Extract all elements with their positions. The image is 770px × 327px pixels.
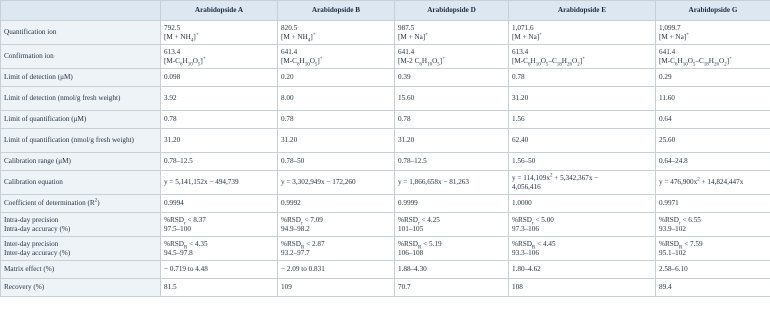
table-cell: [509, 69, 656, 87]
table-body: [1, 21, 770, 297]
table-cell: [395, 21, 509, 45]
table-row: [1, 45, 770, 69]
table-cell: [395, 111, 509, 129]
cell-line: 0.78: [164, 115, 177, 123]
cell-line: 109: [281, 283, 292, 291]
cell-line: $\%RSD_r < 8.37$: [164, 215, 206, 226]
cell-line: 93.3–106: [512, 248, 539, 257]
cell-line: 108: [512, 283, 523, 291]
table-row: [1, 279, 770, 297]
cell-line: 0.64–24.8: [659, 157, 688, 165]
table-row: [1, 21, 770, 45]
table-cell: [161, 171, 278, 195]
row-label: [1, 237, 161, 261]
cell-line: 93.9–102: [659, 224, 686, 233]
cell-line: 25.60: [659, 136, 676, 144]
cell-line: $\%RSD_R < 5.19$: [398, 239, 442, 250]
row-label: [1, 87, 161, 111]
cell-line: 94.9–98.2: [281, 224, 310, 233]
table-cell: [656, 87, 770, 111]
cell-line: 81.5: [164, 283, 177, 291]
cell-line: $[M-C_6H_{10}O_5]^+$: [281, 56, 323, 67]
cell-line: 1.56–50: [512, 157, 536, 165]
cell-line: 1,071.6: [512, 23, 534, 32]
table-cell: [161, 69, 278, 87]
table-cell: [395, 195, 509, 213]
table-cell: [278, 171, 395, 195]
row-label-text: Calibration range (μM): [4, 157, 71, 165]
cell-line: $\%RSD_r < 6.55$: [659, 215, 701, 226]
cell-line: $\%RSD_r < 7.09$: [281, 215, 323, 226]
table-row: [1, 195, 770, 213]
table-row: [1, 129, 770, 153]
cell-line: 70.7: [398, 283, 411, 291]
header-cell-arabidopside-d: Arabidopside D: [395, 1, 509, 21]
cell-line: 15.60: [398, 94, 415, 102]
cell-line: 62.40: [512, 136, 529, 144]
cell-line: 1.56: [512, 115, 525, 123]
table-cell: [509, 279, 656, 297]
header-cell-arabidopside-e: Arabidopside E: [509, 1, 656, 21]
table-cell: [161, 129, 278, 153]
row-label-text: Intra-day precision: [4, 215, 59, 224]
table-cell: [656, 237, 770, 261]
table-cell: [395, 69, 509, 87]
table-cell: [161, 87, 278, 111]
row-label-text: Intra-day accuracy (%): [4, 224, 71, 233]
table-cell: [161, 195, 278, 213]
table-cell: [656, 129, 770, 153]
cell-line: $y = 476,900x^2 + 14,824,447x$: [659, 177, 744, 186]
cell-line: 106–108: [398, 248, 424, 257]
table-cell: [656, 213, 770, 237]
table-row: [1, 171, 770, 195]
table-cell: [395, 153, 509, 171]
table-cell: [656, 21, 770, 45]
cell-line: 0.64: [659, 115, 672, 123]
cell-line: 0.39: [398, 73, 411, 81]
table-cell: [161, 213, 278, 237]
cell-line: 1,099.7: [659, 23, 681, 32]
cell-line: 0.9994: [164, 199, 184, 207]
cell-line: 0.78–12.5: [398, 157, 427, 165]
table-cell: [278, 261, 395, 279]
cell-line: 0.098: [164, 73, 181, 81]
row-label-text: Matrix effect (%): [4, 265, 55, 273]
table-cell: [656, 153, 770, 171]
cell-line: 0.78–12.5: [164, 157, 193, 165]
table-cell: [509, 21, 656, 45]
table-cell: [278, 153, 395, 171]
cell-line: 0.78: [398, 115, 411, 123]
cell-line: 101–105: [398, 224, 424, 233]
row-label: [1, 213, 161, 237]
table-row: [1, 153, 770, 171]
cell-line: $[M + NH_4]^+$: [281, 32, 316, 43]
table-cell: [278, 87, 395, 111]
cell-line: 613.4: [164, 47, 181, 56]
cell-line: 0.78: [512, 73, 525, 81]
table-cell: [278, 111, 395, 129]
table-cell: [161, 45, 278, 69]
cell-line: 792.5: [164, 23, 181, 32]
table-cell: [656, 45, 770, 69]
table-cell: [161, 237, 278, 261]
cell-line: [M + Na]+: [659, 32, 690, 41]
cell-line: 31.20: [512, 94, 529, 102]
cell-line: 820.5: [281, 23, 298, 32]
header-cell-arabidopside-b: Arabidopside B: [278, 1, 395, 21]
cell-line: 0.20: [281, 73, 294, 81]
row-label-text: Confirmation ion: [4, 52, 54, 60]
row-label: [1, 45, 161, 69]
table-cell: [395, 87, 509, 111]
table-cell: [509, 111, 656, 129]
cell-line: 93.2–97.7: [281, 248, 310, 257]
cell-line: $\%RSD_R < 7.59$: [659, 239, 703, 250]
cell-line: $[M + NH_4]^+$: [164, 32, 199, 43]
cell-line: 1.0000: [512, 199, 532, 207]
table-cell: [161, 279, 278, 297]
cell-line: 97.3–106: [512, 224, 539, 233]
cell-line: [M-2 $C_6H_{10}O_5]^+$: [398, 56, 446, 67]
cell-line: 95.1–102: [659, 248, 686, 257]
cell-line: 89.4: [659, 283, 672, 291]
row-label-text: Inter-day precision: [4, 239, 59, 248]
cell-line: $\%RSD_R < 4.35$: [164, 239, 208, 250]
row-label: [1, 21, 161, 45]
cell-line: $\%RSD_R < 4.45$: [512, 239, 556, 250]
cell-line: y = 5,141,152x − 494,739: [164, 178, 239, 186]
cell-line: − 2.09 to 0.831: [281, 265, 325, 273]
row-label: [1, 195, 161, 213]
cell-line: 2.58–6.10: [659, 265, 688, 273]
row-label-text: Coefficient of determination $(R^2)$: [4, 198, 100, 207]
table-cell: [656, 171, 770, 195]
table-row: [1, 87, 770, 111]
table-cell: [509, 171, 656, 195]
cell-line: 0.29: [659, 73, 672, 81]
table-cell: [395, 45, 509, 69]
cell-line: 0.9999: [398, 199, 418, 207]
table-cell: [278, 69, 395, 87]
table-cell: [161, 111, 278, 129]
row-label: [1, 153, 161, 171]
table-cell: [509, 213, 656, 237]
table-cell: [278, 129, 395, 153]
header-row: [1, 1, 770, 21]
table-row: [1, 111, 770, 129]
cell-line: 31.20: [281, 136, 298, 144]
cell-line: 94.5–97.8: [164, 248, 193, 257]
table-cell: [161, 153, 278, 171]
row-label: [1, 171, 161, 195]
cell-line: y = 1,866,658x − 81,263: [398, 178, 469, 186]
cell-line: 641.4: [398, 47, 415, 56]
table-cell: [509, 87, 656, 111]
cell-line: [M + Na]+: [398, 32, 429, 41]
table-row: [1, 69, 770, 87]
cell-line: 1.80–4.62: [512, 265, 541, 273]
cell-line: y = 3,302,949x − 172,260: [281, 178, 356, 186]
table-row: [1, 237, 770, 261]
cell-line: 0.9992: [281, 199, 301, 207]
table-row: [1, 213, 770, 237]
table-cell: [656, 279, 770, 297]
table-cell: [278, 195, 395, 213]
cell-line: 3.92: [164, 94, 177, 102]
cell-line: [M + Na]+: [512, 32, 543, 41]
row-label-text: Calibration equation: [4, 178, 63, 186]
row-label-text: Limit of quantification (μM): [4, 115, 87, 123]
table-cell: [161, 21, 278, 45]
cell-line: 0.78–50: [281, 157, 305, 165]
table-cell: [395, 279, 509, 297]
row-label-text: Limit of detection (nmol/g fresh weight): [4, 94, 121, 102]
table-cell: [509, 45, 656, 69]
table-cell: [161, 261, 278, 279]
table-cell: [278, 237, 395, 261]
table-cell: [656, 261, 770, 279]
cell-line: 8.00: [281, 94, 294, 102]
table-cell: [395, 129, 509, 153]
table-cell: [656, 69, 770, 87]
cell-line: $\%RSD_r < 4.25$: [398, 215, 440, 226]
cell-line: $[M-C_6H_{10}O_5]^+$: [164, 56, 206, 67]
cell-line: 987.5: [398, 23, 415, 32]
cell-line: 31.20: [164, 136, 181, 144]
table-cell: [395, 171, 509, 195]
cell-line: 641.4: [659, 47, 676, 56]
cell-line: 0.9971: [659, 199, 679, 207]
table-cell: [395, 213, 509, 237]
table-cell: [509, 153, 656, 171]
table-cell: [395, 237, 509, 261]
table-cell: [656, 111, 770, 129]
row-label-text: Limit of detection (μM): [4, 73, 73, 81]
cell-line: 0.78: [281, 115, 294, 123]
row-label: [1, 69, 161, 87]
cell-line: $\%RSD_R < 2.87$: [281, 239, 325, 250]
row-label-text: Limit of quantification (nmol/g fresh weight): [4, 136, 134, 144]
table-cell: [395, 261, 509, 279]
cell-line: 11.60: [659, 94, 675, 102]
row-label-text: Recovery (%): [4, 283, 45, 291]
table-cell: [278, 279, 395, 297]
cell-line: 641.4: [281, 47, 298, 56]
cell-line: − 0.719 to 4.48: [164, 265, 208, 273]
table-cell: [278, 21, 395, 45]
row-label-text: Quantification ion: [4, 28, 57, 36]
row-label-text: Inter-day accuracy (%): [4, 248, 71, 257]
table-cell: [278, 45, 395, 69]
cell-line: 4,056,416: [512, 182, 541, 191]
header-cell: [1, 1, 161, 21]
cell-line: $[M-C_6H_{10}O_5-C_{18}H_{26}O_2]^+$: [512, 56, 585, 67]
row-label: [1, 129, 161, 153]
cell-line: $\%RSD_r < 5.00$: [512, 215, 554, 226]
table-cell: [509, 261, 656, 279]
table-cell: [509, 129, 656, 153]
cell-line: 97.5–100: [164, 224, 191, 233]
table-cell: [509, 195, 656, 213]
table-cell: [509, 237, 656, 261]
table-cell: [278, 213, 395, 237]
table-row: [1, 261, 770, 279]
cell-line: 31.20: [398, 136, 415, 144]
header-cell-arabidopside-a: Arabidopside A: [161, 1, 278, 21]
row-label: [1, 111, 161, 129]
header-cell-arabidopside-g: Arabidopside G: [656, 1, 770, 21]
cell-line: 613.4: [512, 47, 529, 56]
cell-line: $y = 114,109x^2 + 5,342,367x$ −: [512, 173, 599, 182]
cell-line: 1.88–4.30: [398, 265, 427, 273]
table-cell: [656, 195, 770, 213]
cell-line: $[M-C_6H_{10}O_5-C_{18}H_{26}O_2]^+$: [659, 56, 732, 67]
row-label: [1, 261, 161, 279]
row-label: [1, 279, 161, 297]
